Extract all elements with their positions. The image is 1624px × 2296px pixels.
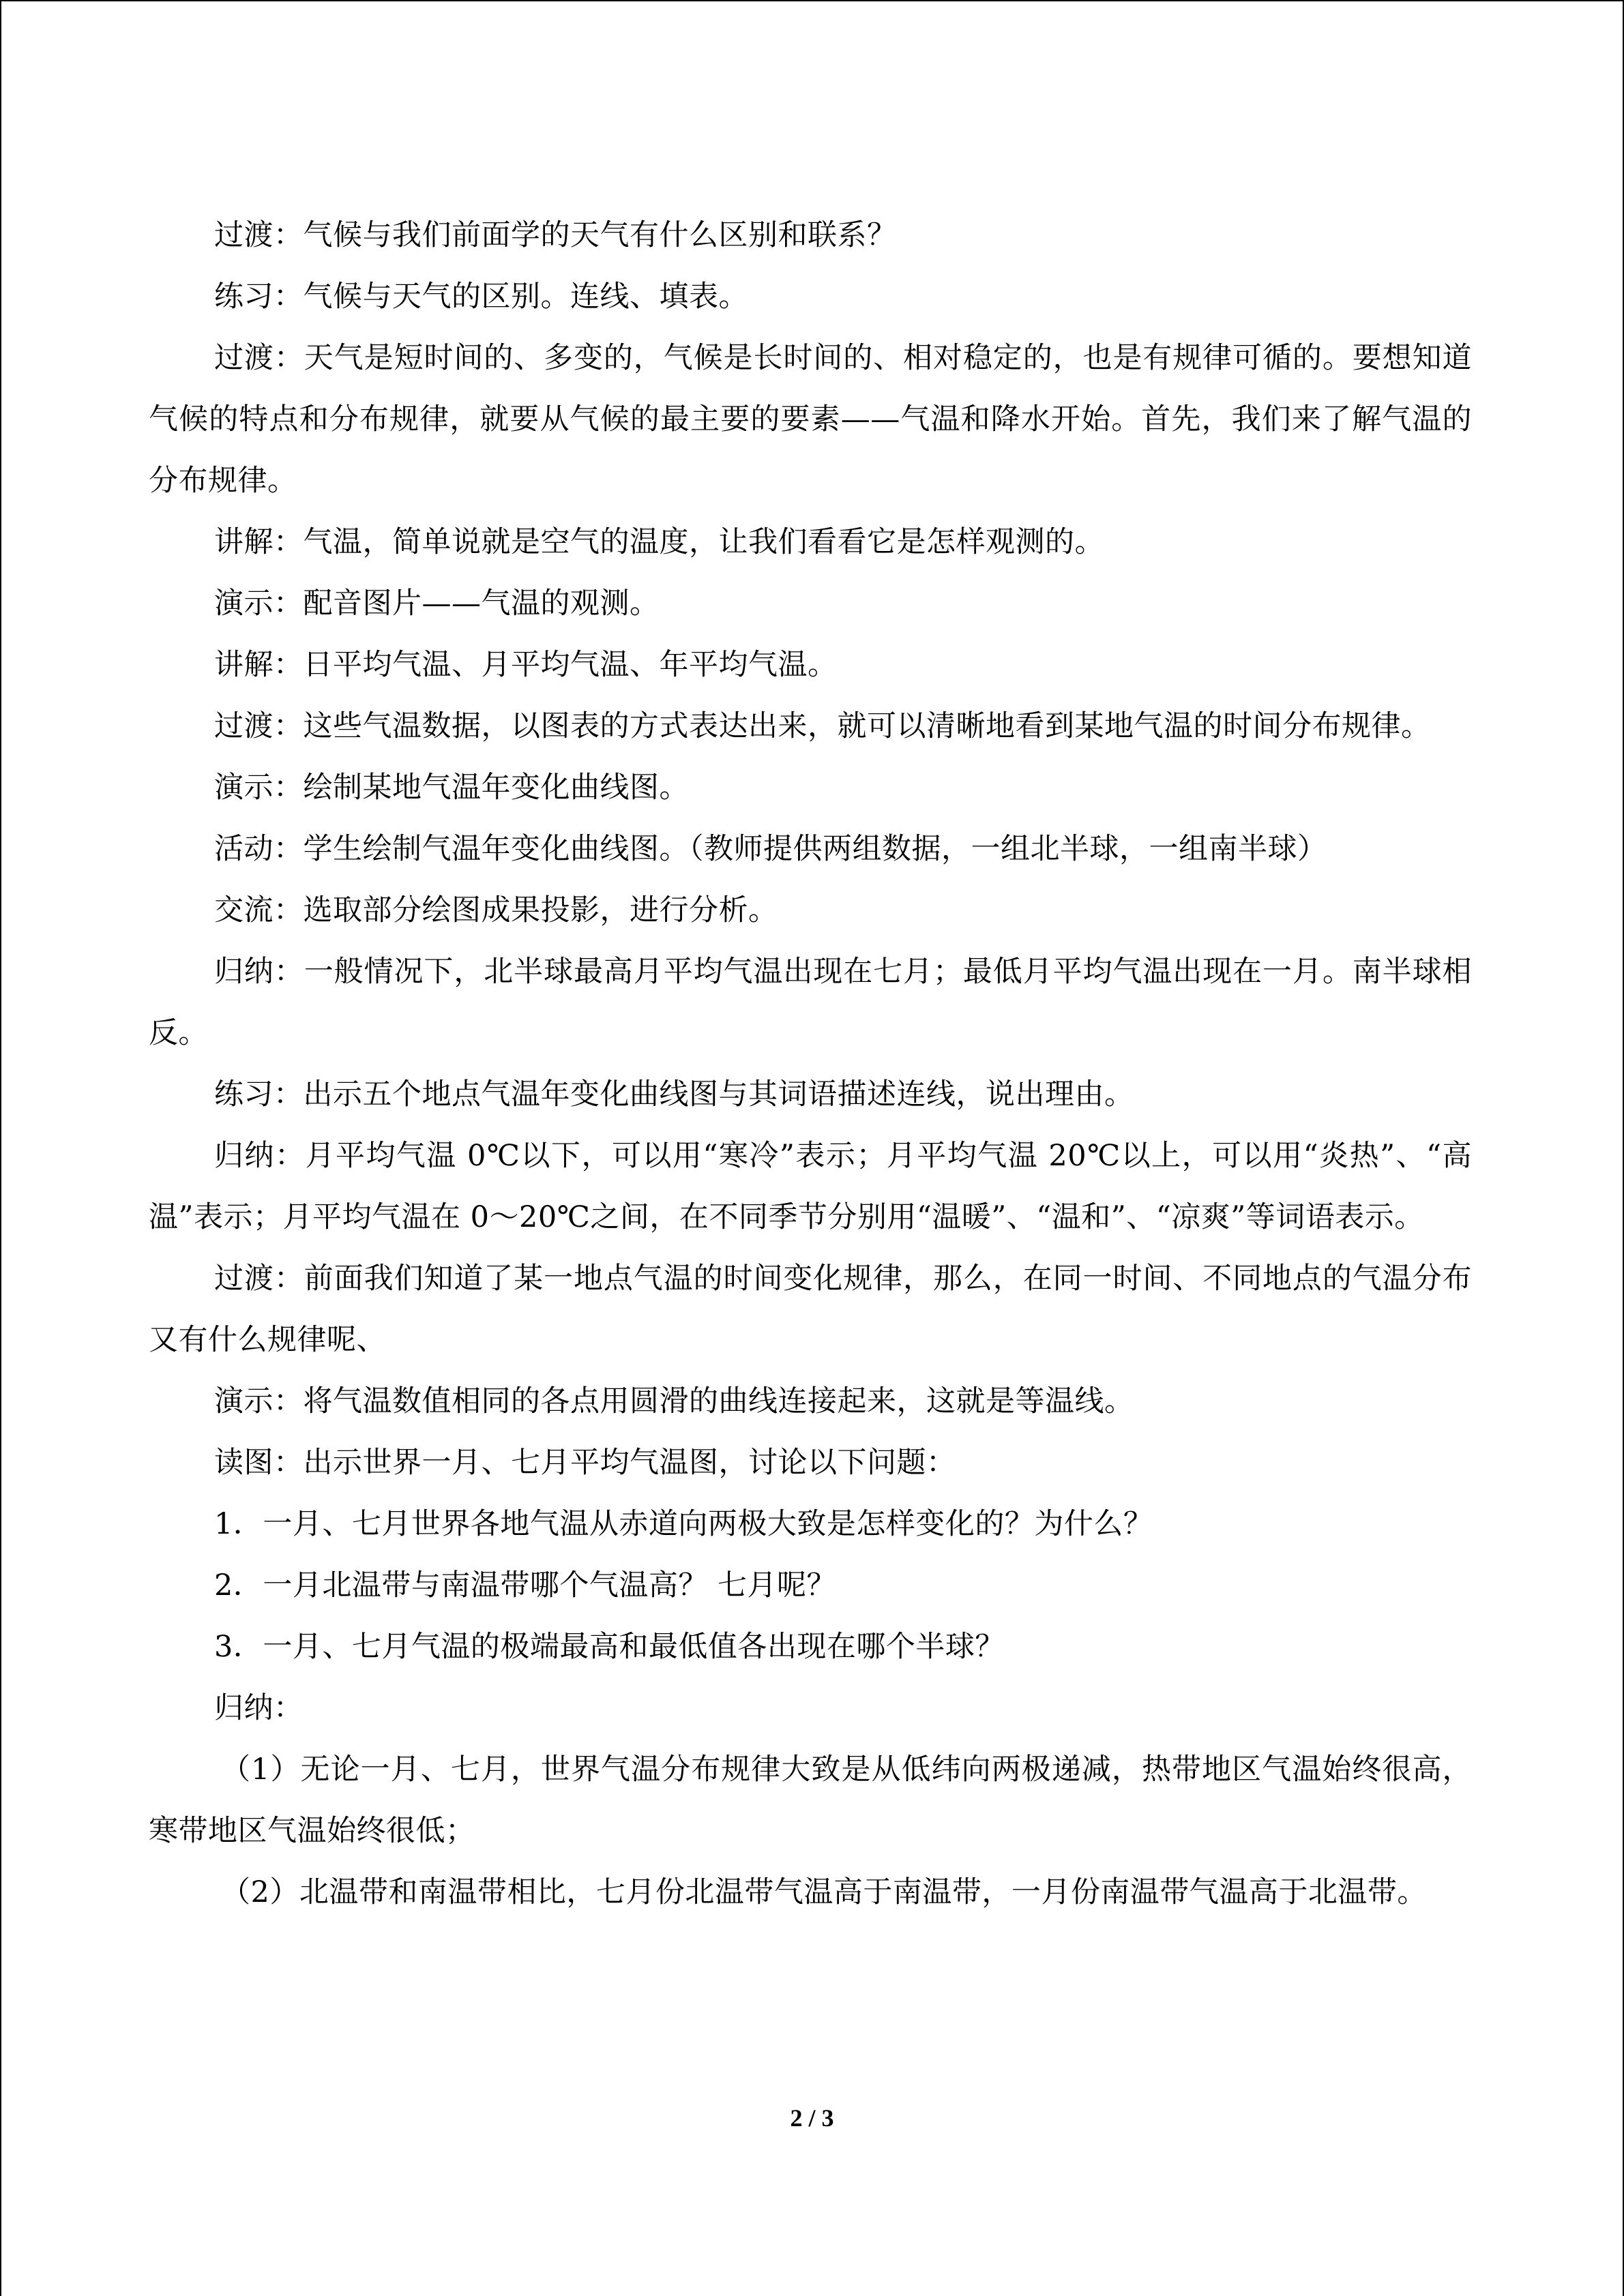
page-left-border xyxy=(0,0,1,2296)
paragraph: 读图：出示世界一月、七月平均气温图，讨论以下问题： xyxy=(214,1446,956,1480)
page-top-border xyxy=(0,0,1624,4)
paragraph: 过渡：天气是短时间的、多变的，气候是长时间的、相对稳定的，也是有规律可循的。要想知道气候的特点和分布规律，就要从气候的最主要的要素——气温和降水开始。首先，我们来了解气温的分布规律。 xyxy=(149,341,1472,498)
paragraph: 练习：气候与天气的区别。连线、填表。 xyxy=(214,280,748,314)
paragraph: 演示：绘制某地气温年变化曲线图。 xyxy=(214,771,689,805)
paragraph: 过渡：气候与我们前面学的天气有什么区别和联系？ xyxy=(214,218,897,252)
paragraph: 过渡：前面我们知道了某一地点气温的时间变化规律，那么，在同一时间、不同地点的气温分布又有什么规律呢、 xyxy=(149,1262,1472,1357)
page-number: 2 / 3 xyxy=(790,2104,834,2132)
paragraph: 交流：选取部分绘图成果投影，进行分析。 xyxy=(214,893,778,927)
summary-item-1: （1）无论一月、七月，世界气温分布规律大致是从低纬向两极递减，热带地区气温始终很高，寒带地区气温始终很低； xyxy=(149,1753,1472,1848)
paragraph: 讲解：日平均气温、月平均气温、年平均气温。 xyxy=(214,648,838,682)
paragraph: 归纳：月平均气温 0℃以下，可以用“寒冷”表示；月平均气温 20℃以上，可以用“炎热”、“高温”表示；月平均气温在 0～20℃之间，在不同季节分别用“温暖”、“温和”、“凉爽”等词语表示。 xyxy=(149,1139,1472,1234)
list-item-question-3: 3．一月、七月气温的极端最高和最低值各出现在哪个半球？ xyxy=(214,1630,1005,1664)
paragraph: 过渡：这些气温数据，以图表的方式表达出来，就可以清晰地看到某地气温的时间分布规律。 xyxy=(214,709,1431,743)
paragraph: 归纳：一般情况下，北半球最高月平均气温出现在七月；最低月平均气温出现在一月。南半球相反。 xyxy=(149,955,1472,1050)
list-item-question-1: 1．一月、七月世界各地气温从赤道向两极大致是怎样变化的？为什么？ xyxy=(214,1507,1153,1541)
paragraph: 活动：学生绘制气温年变化曲线图。（教师提供两组数据，一组北半球，一组南半球） xyxy=(214,832,1327,866)
paragraph: 归纳： xyxy=(214,1691,304,1725)
summary-item-2: （2）北温带和南温带相比，七月份北温带气温高于南温带，一月份南温带气温高于北温带。 xyxy=(221,1875,1427,1909)
document-body xyxy=(149,205,1472,1923)
paragraph: 演示：配音图片——气温的观测。 xyxy=(214,586,660,621)
paragraph: 演示：将气温数值相同的各点用圆滑的曲线连接起来，这就是等温线。 xyxy=(214,1384,1134,1418)
paragraph: 练习：出示五个地点气温年变化曲线图与其词语描述连线，说出理由。 xyxy=(214,1077,1134,1112)
list-item-question-2: 2．一月北温带与南温带哪个气温高？ 七月呢？ xyxy=(214,1568,837,1602)
paragraph: 讲解：气温，简单说就是空气的温度，让我们看看它是怎样观测的。 xyxy=(214,525,1104,559)
